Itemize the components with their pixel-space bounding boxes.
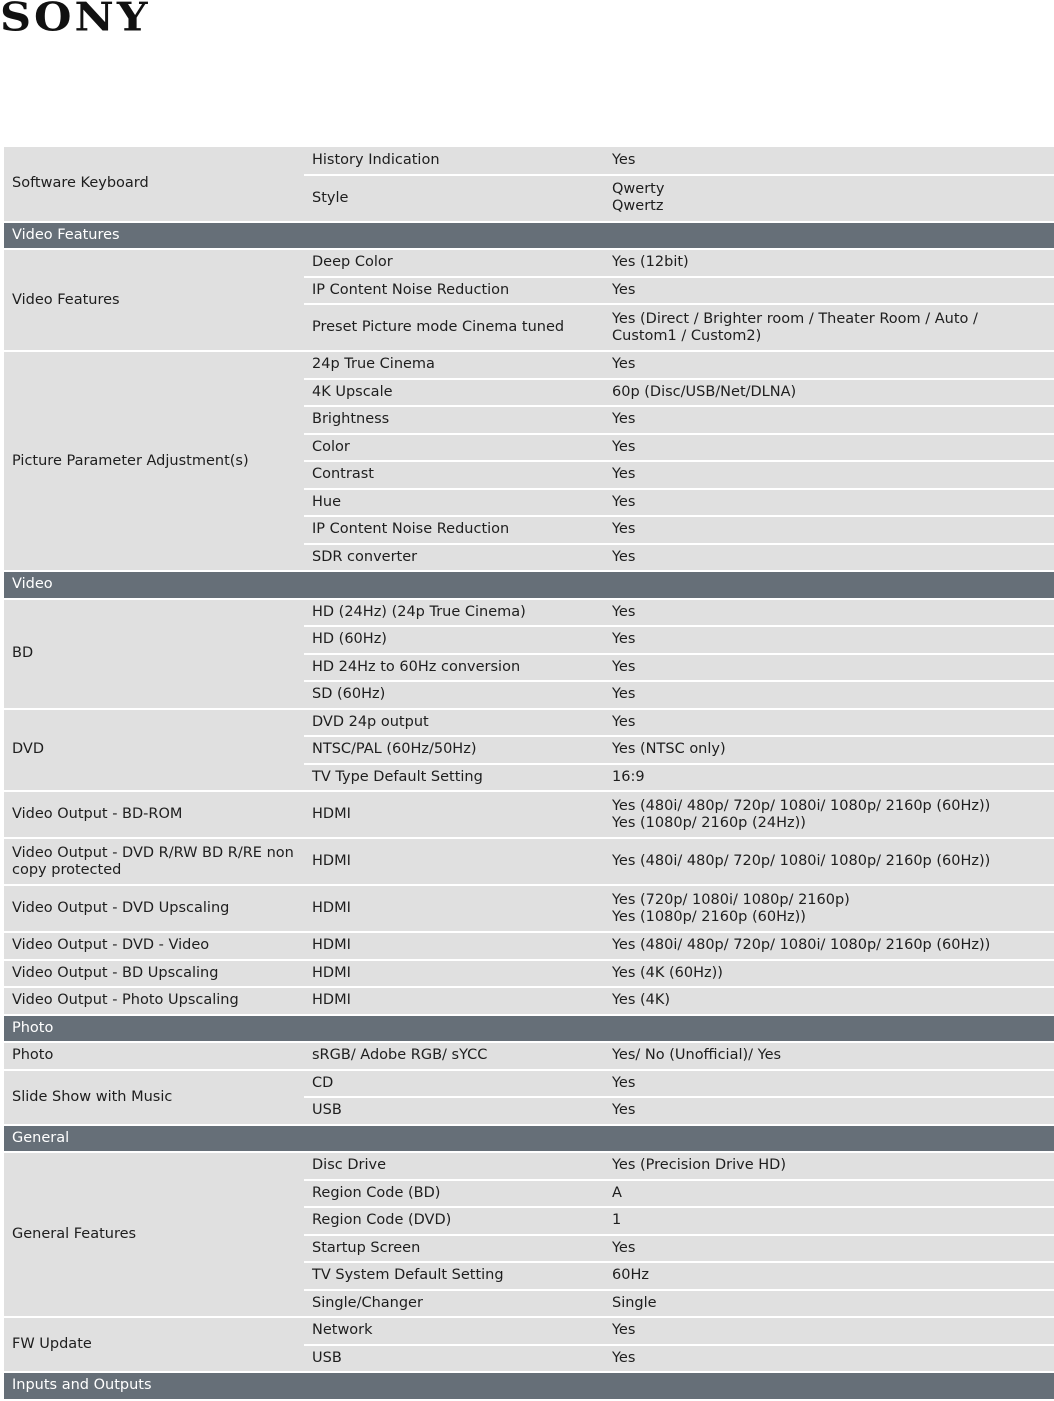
section-header [4, 1125, 1054, 1153]
feature-value: Yes (480i/ 480p/ 720p/ 1080i/ 1080p/ 2160p (60Hz)) Yes (1080p/ 2160p (24Hz)) [604, 791, 1054, 838]
feature-label: 4K Upscale [304, 379, 604, 407]
feature-value: Yes [604, 1345, 1054, 1373]
feature-value: Yes (12bit) [604, 249, 1054, 277]
feature-value: Yes (480i/ 480p/ 720p/ 1080i/ 1080p/ 2160p (60Hz)) [604, 932, 1054, 960]
feature-label: TV System Default Setting [304, 1262, 604, 1290]
feature-label: Region Code (DVD) [304, 1207, 604, 1235]
feature-label: NTSC/PAL (60Hz/50Hz) [304, 736, 604, 764]
group-label: Video Output - DVD R/RW BD R/RE non copy protected [4, 838, 304, 885]
feature-label: Brightness [304, 406, 604, 434]
group-label: General Features [4, 1152, 304, 1317]
feature-value: 16:9 [604, 764, 1054, 792]
feature-label: History Indication [304, 147, 604, 175]
feature-value: Yes [604, 461, 1054, 489]
group-label: DVD [4, 709, 304, 792]
feature-value: Yes [604, 1097, 1054, 1125]
table-row [4, 1152, 1054, 1180]
section-title: General [4, 1125, 1054, 1153]
feature-label: Deep Color [304, 249, 604, 277]
feature-label: Hue [304, 489, 604, 517]
feature-label: HD 24Hz to 60Hz conversion [304, 654, 604, 682]
feature-label: CD [304, 1070, 604, 1098]
feature-label: Disc Drive [304, 1152, 604, 1180]
group-label: Video Output - BD-ROM [4, 791, 304, 838]
table-row [4, 987, 1054, 1015]
section-title: Inputs and Outputs [4, 1372, 1054, 1400]
feature-value: Yes [604, 351, 1054, 379]
group-label: BD [4, 599, 304, 709]
feature-label: Region Code (BD) [304, 1180, 604, 1208]
group-label: Video Output - DVD Upscaling [4, 885, 304, 932]
section-header [4, 222, 1054, 250]
table-row [4, 709, 1054, 737]
feature-value: Yes [604, 1070, 1054, 1098]
feature-value: Qwerty Qwertz [604, 175, 1054, 222]
feature-label: SDR converter [304, 544, 604, 572]
feature-value: Yes [604, 1317, 1054, 1345]
group-label: Picture Parameter Adjustment(s) [4, 351, 304, 571]
feature-label: sRGB/ Adobe RGB/ sYCC [304, 1042, 604, 1070]
table-row [4, 932, 1054, 960]
feature-value: 60Hz [604, 1262, 1054, 1290]
feature-value: Yes (720p/ 1080i/ 1080p/ 2160p) Yes (1080p/ 2160p (60Hz)) [604, 885, 1054, 932]
table-row [4, 838, 1054, 885]
feature-label: HDMI [304, 885, 604, 932]
table-row [4, 791, 1054, 838]
section-header [4, 571, 1054, 599]
feature-label: HDMI [304, 987, 604, 1015]
feature-label: 24p True Cinema [304, 351, 604, 379]
feature-label: HD (60Hz) [304, 626, 604, 654]
group-label: Video Output - BD Upscaling [4, 960, 304, 988]
feature-label: Contrast [304, 461, 604, 489]
feature-value: Yes [604, 681, 1054, 709]
table-row [4, 351, 1054, 379]
section-header [4, 1015, 1054, 1043]
group-label: Video Features [4, 249, 304, 351]
feature-label: IP Content Noise Reduction [304, 516, 604, 544]
feature-value: Yes [604, 709, 1054, 737]
feature-label: Single/Changer [304, 1290, 604, 1318]
table-row [4, 1317, 1054, 1345]
group-label: FW Update [4, 1317, 304, 1372]
feature-value: Yes [604, 434, 1054, 462]
feature-value: Yes [604, 406, 1054, 434]
feature-value: Yes (4K) [604, 987, 1054, 1015]
table-row [4, 1042, 1054, 1070]
group-label: Video Output - Photo Upscaling [4, 987, 304, 1015]
group-label: Software Keyboard [4, 147, 304, 222]
feature-value: Yes [604, 489, 1054, 517]
feature-label: DVD 24p output [304, 709, 604, 737]
feature-label: Style [304, 175, 604, 222]
feature-value: Yes [604, 599, 1054, 627]
feature-value: Yes (480i/ 480p/ 720p/ 1080i/ 1080p/ 2160p (60Hz)) [604, 838, 1054, 885]
feature-label: USB [304, 1097, 604, 1125]
table-row [4, 960, 1054, 988]
feature-value: Yes/ No (Unofficial)/ Yes [604, 1042, 1054, 1070]
group-label: Photo [4, 1042, 304, 1070]
feature-value: Yes [604, 1235, 1054, 1263]
feature-value: Single [604, 1290, 1054, 1318]
table-row [4, 885, 1054, 932]
feature-value: 60p (Disc/USB/Net/DLNA) [604, 379, 1054, 407]
feature-label: HDMI [304, 838, 604, 885]
section-title: Photo [4, 1015, 1054, 1043]
feature-label: SD (60Hz) [304, 681, 604, 709]
group-label: Video Output - DVD - Video [4, 932, 304, 960]
feature-label: Network [304, 1317, 604, 1345]
feature-label: IP Content Noise Reduction [304, 277, 604, 305]
feature-label: HDMI [304, 791, 604, 838]
feature-label: TV Type Default Setting [304, 764, 604, 792]
feature-value: Yes [604, 516, 1054, 544]
feature-value: Yes [604, 147, 1054, 175]
section-title: Video [4, 571, 1054, 599]
table-row [4, 1070, 1054, 1098]
table-row [4, 599, 1054, 627]
section-title: Video Features [4, 222, 1054, 250]
table-row [4, 147, 1054, 175]
feature-value: Yes (Direct / Brighter room / Theater Room / Auto / Custom1 / Custom2) [604, 304, 1054, 351]
sony-logo: SONY [0, 0, 151, 41]
feature-value: A [604, 1180, 1054, 1208]
feature-value: Yes [604, 626, 1054, 654]
feature-label: Preset Picture mode Cinema tuned [304, 304, 604, 351]
feature-value: Yes (Precision Drive HD) [604, 1152, 1054, 1180]
feature-label: HD (24Hz) (24p True Cinema) [304, 599, 604, 627]
feature-value: Yes [604, 654, 1054, 682]
feature-label: HDMI [304, 932, 604, 960]
group-label: Slide Show with Music [4, 1070, 304, 1125]
table-row [4, 249, 1054, 277]
feature-label: Startup Screen [304, 1235, 604, 1263]
feature-value: 1 [604, 1207, 1054, 1235]
spec-table [4, 147, 1054, 1401]
feature-value: Yes (NTSC only) [604, 736, 1054, 764]
feature-value: Yes [604, 544, 1054, 572]
feature-label: USB [304, 1345, 604, 1373]
feature-label: Color [304, 434, 604, 462]
section-header [4, 1372, 1054, 1400]
feature-value: Yes [604, 277, 1054, 305]
feature-value: Yes (4K (60Hz)) [604, 960, 1054, 988]
feature-label: HDMI [304, 960, 604, 988]
